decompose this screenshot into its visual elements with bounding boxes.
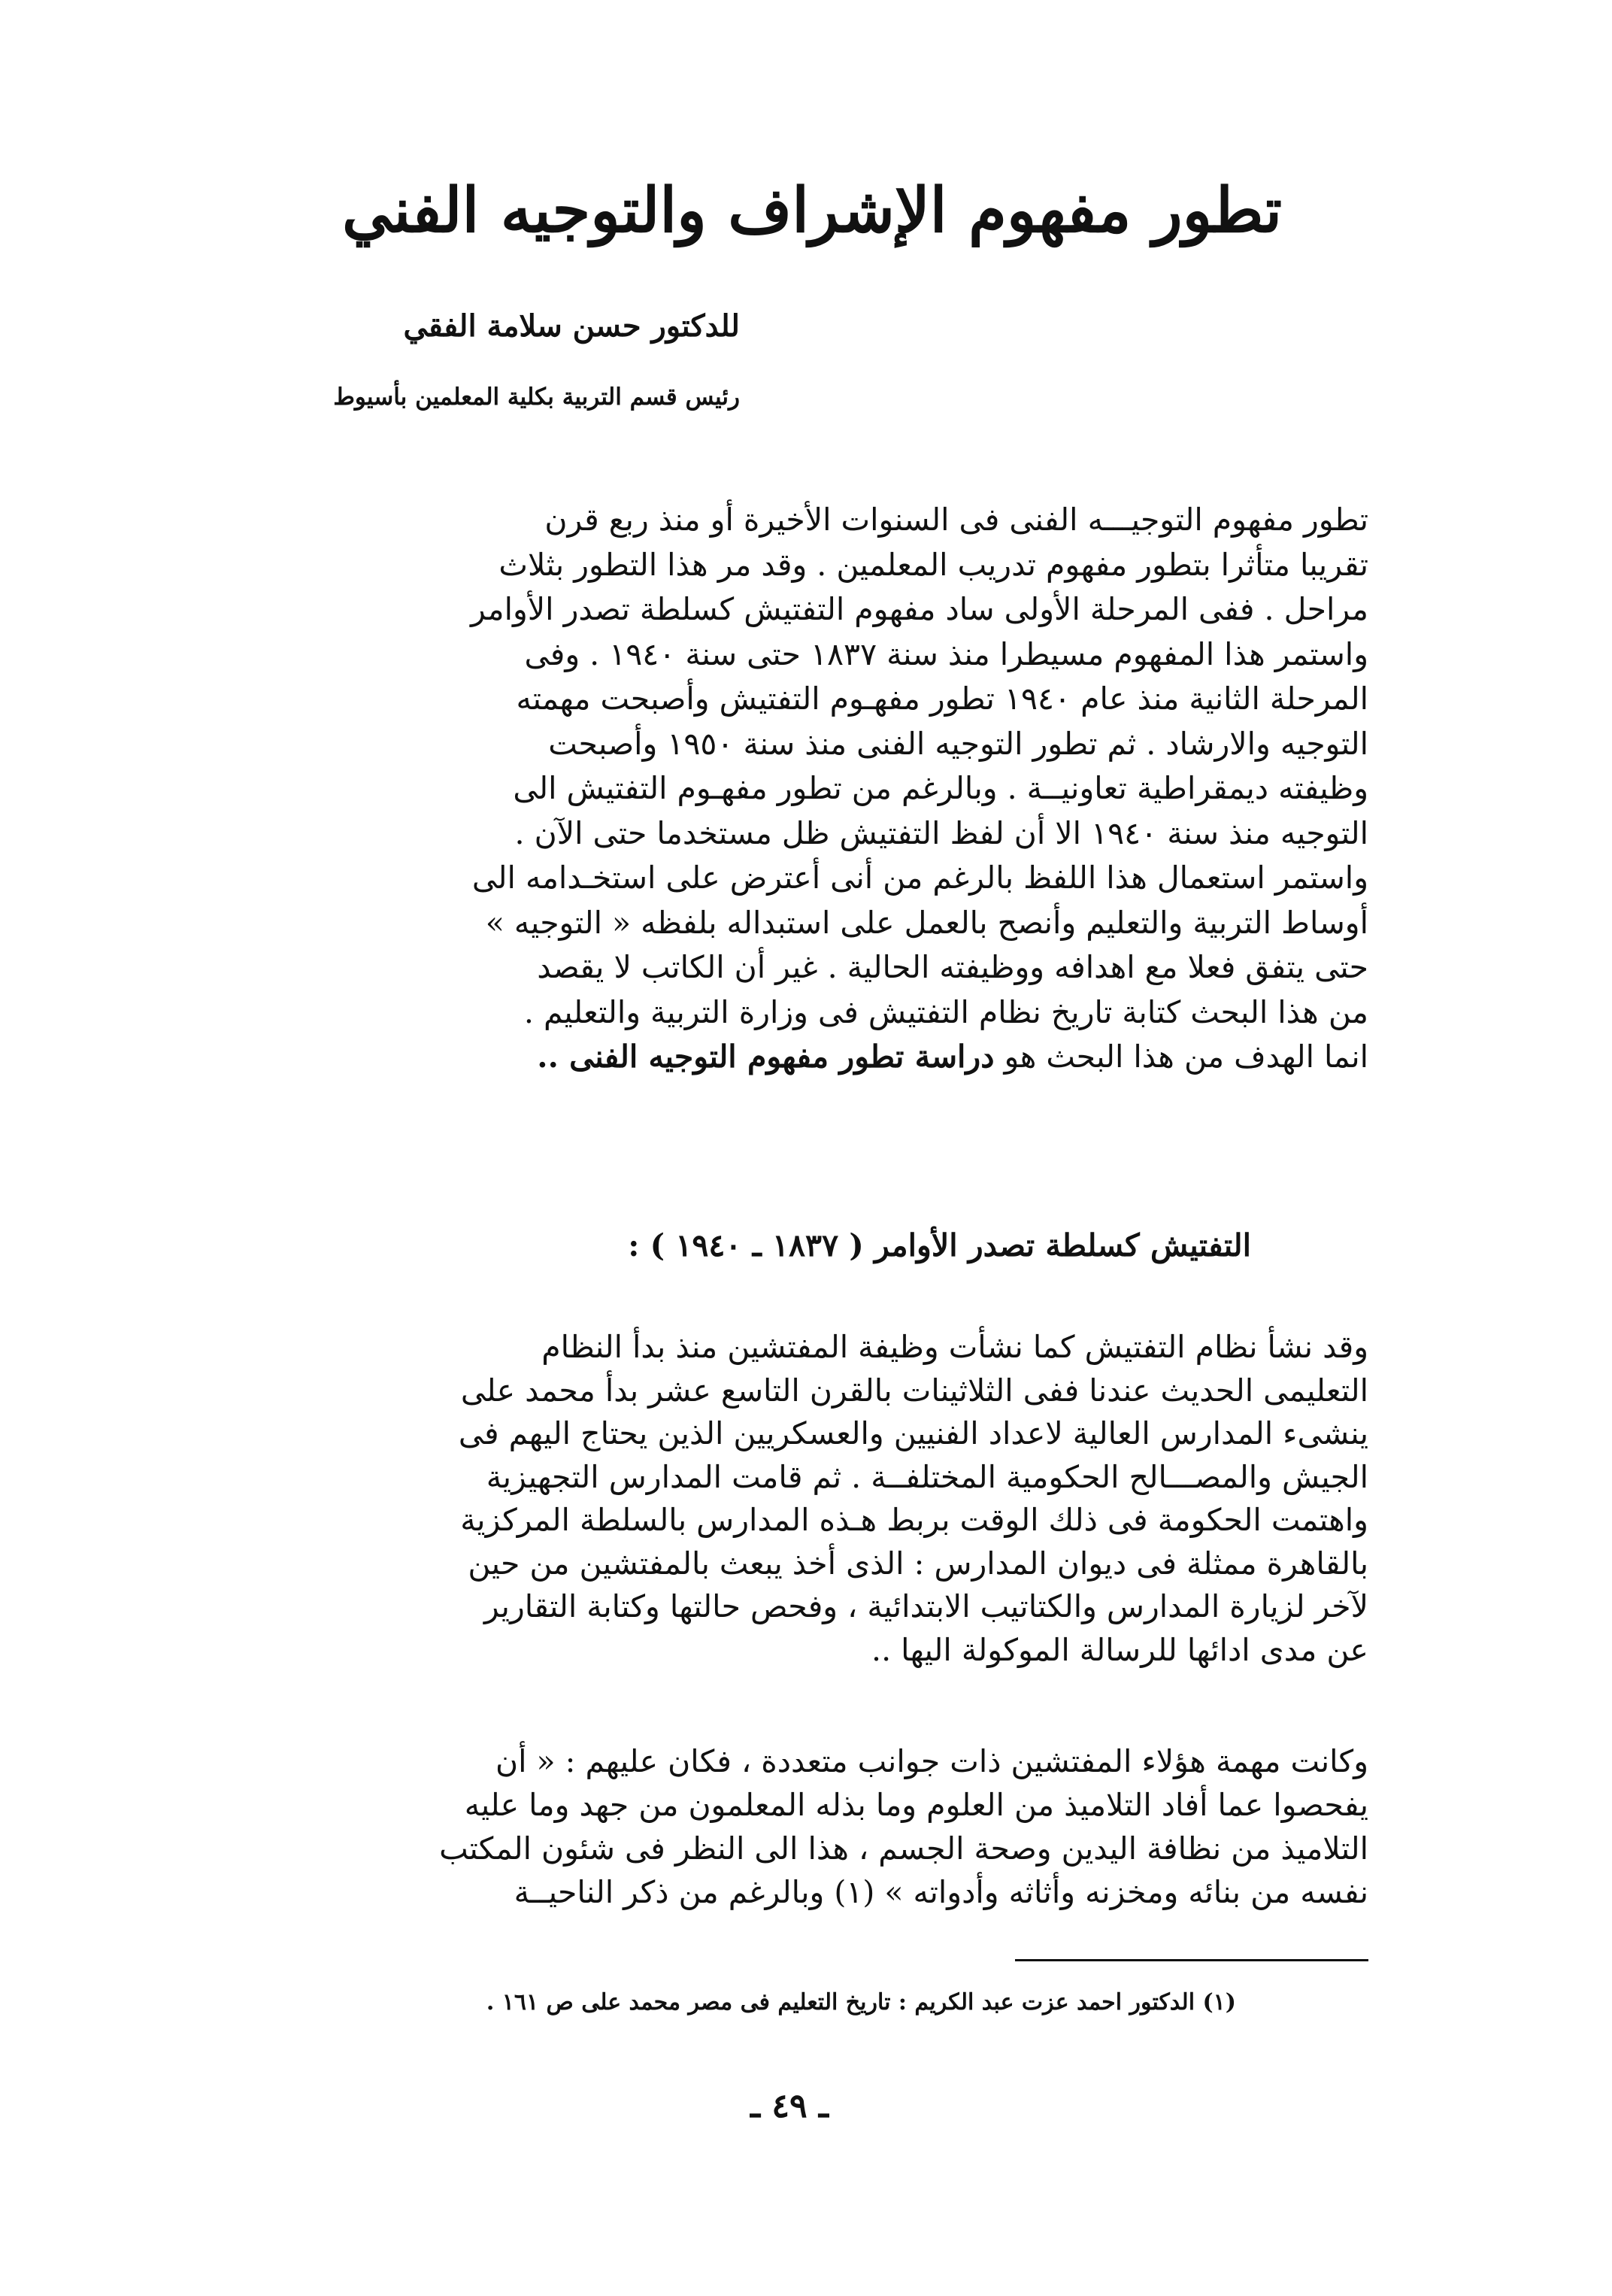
footnote: (١) الدكتور احمد عزت عبد الكريم : تاريخ التعليم فى مصر محمد على ص ١٦١ . xyxy=(486,1989,1236,2015)
text-line: واهتمت الحكومة فى ذلك الوقت بربط هـذه المدارس بالسلطة المركزية xyxy=(460,1502,1368,1538)
text-line: تقريبا متأثرا بتطور مفهوم تدريب المعلمين . وقد مر هذا التطور بثلاث xyxy=(498,546,1368,583)
text-line: ينشىء المدارس العالية لاعداد الفنيين والعسكريين الذين يحتاج اليهم فى xyxy=(458,1415,1368,1451)
emphasized-phrase: دراسة تطور مفهوم التوجيه الفنى .. xyxy=(537,1039,995,1075)
text-line: وظيفته ديمقراطية تعاونيــة . وبالرغم من تطور مفهـوم التفتيش الى xyxy=(513,770,1368,806)
text-line: التوجيه والارشاد . ثم تطور التوجيه الفنى منذ سنة ١٩٥٠ وأصبحت xyxy=(548,725,1368,762)
text-line: نفسه من بنائه ومخزنه وأثاثه وأدواته » (١) وبالرغم من ذكر الناحيــة xyxy=(514,1874,1368,1910)
footnote-divider xyxy=(1015,1959,1368,1961)
text-line: وكانت مهمة هؤلاء المفتشين ذات جوانب متعددة ، فكان عليهم : « أن xyxy=(495,1743,1368,1779)
text-line-final xyxy=(274,1035,1368,1080)
text-line: بالقاهرة ممثلة فى ديوان المدارس : الذى أخذ يبعث بالمفتشين من حين xyxy=(468,1545,1368,1582)
author-name: للدكتور حسن سلامة الفقي xyxy=(403,308,740,344)
text-line: الجيش والمصـــالح الحكومية المختلفــة . ثم قامت المدارس التجهيزية xyxy=(486,1458,1368,1495)
text-line: مراحل . ففى المرحلة الأولى ساد مفهوم التفتيش كسلطة تصدر الأوامر xyxy=(471,591,1368,627)
page-number: ـ ٤٩ ـ xyxy=(750,2087,829,2125)
text-line: التعليمى الحديث عندنا ففى الثلاثينات بالقرن التاسع عشر بدأ محمد على xyxy=(460,1372,1368,1409)
text-line: التوجيه منذ سنة ١٩٤٠ الا أن لفظ التفتيش ظل مستخدما حتى الآن . xyxy=(514,814,1368,851)
text-line-prefix: انما الهدف من هذا البحث هو xyxy=(1004,1039,1368,1075)
author-affiliation: رئيس قسم التربية بكلية المعلمين بأسيوط xyxy=(333,384,740,411)
text-line: أوساط التربية والتعليم وأنصح بالعمل على استبداله بلفظه « التوجيه » xyxy=(485,904,1368,941)
text-line: واستمر هذا المفهوم مسيطرا منذ سنة ١٨٣٧ حتى سنة ١٩٤٠ . وفى xyxy=(524,635,1368,672)
text-line: التلاميذ من نظافة اليدين وصحة الجسم ، هذا الى النظر فى شئون المكتب xyxy=(439,1830,1368,1867)
text-line: تطور مفهوم التوجيـــه الفنى فى السنوات الأخيرة أو منذ ربع قرن xyxy=(544,502,1368,538)
paragraph-history xyxy=(274,1326,1368,1672)
text-line: لآخر لزيارة المدارس والكتاتيب الابتدائية ، وفحص حالتها وكتابة التقارير xyxy=(483,1588,1368,1624)
text-line: واستمر استعمال هذا اللفظ بالرغم من أنى أعترض على استخـدامه الى xyxy=(471,860,1368,896)
paragraph-inspector-duties xyxy=(274,1739,1368,1914)
text-line: يفحصوا عما أفاد التلاميذ من العلوم وما بذله المعلمون من جهد وما عليه xyxy=(464,1787,1368,1823)
text-line: وقد نشأ نظام التفتيش كما نشأت وظيفة المفتشين منذ بدأ النظام xyxy=(541,1329,1368,1365)
text-line: عن مدى ادائها للرسالة الموكولة اليها .. xyxy=(871,1631,1368,1668)
text-line: من هذا البحث كتابة تاريخ نظام التفتيش فى وزارة التربية والتعليم . xyxy=(523,993,1368,1030)
paragraph-introduction xyxy=(274,498,1368,1080)
text-line: المرحلة الثانية منذ عام ١٩٤٠ تطور مفهـوم التفتيش وأصبحت مهمته xyxy=(516,681,1368,717)
section-heading: التفتيش كسلطة تصدر الأوامر ( ١٨٣٧ ـ ١٩٤٠ ) : xyxy=(628,1227,1251,1263)
text-line: حتى يتفق فعلا مع اهدافه ووظيفته الحالية . غير أن الكاتب لا يقصد xyxy=(537,949,1368,985)
article-title: تطور مفهوم الإشراف والتوجيه الفني xyxy=(341,174,1283,247)
